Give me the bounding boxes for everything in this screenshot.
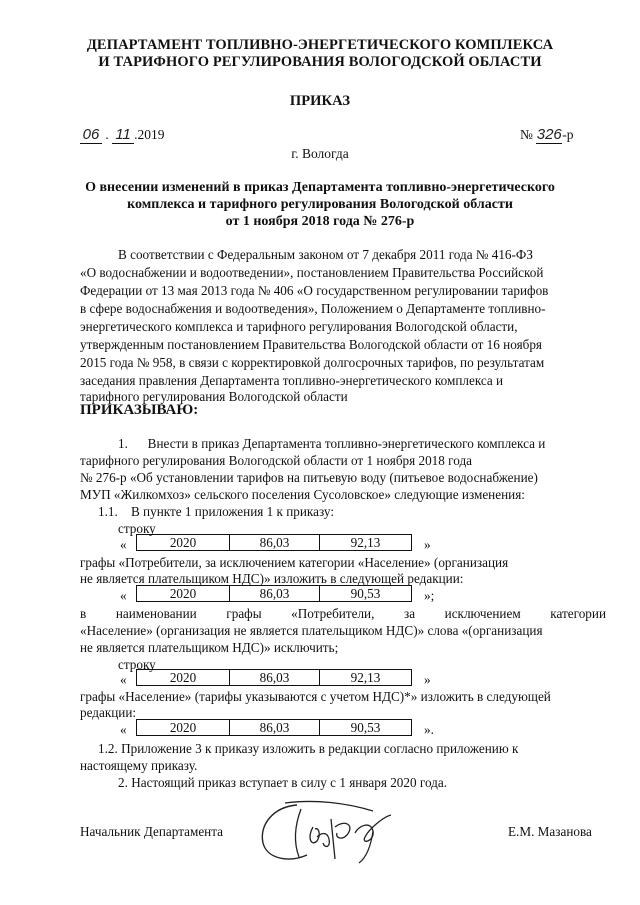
item12-line1: 1.2. Приложение 3 к приказу изложить в редакции согласно приложению к [98,741,519,756]
preamble-line1: В соответствии с Федеральным законом от 7 декабря 2011 года № 416-ФЗ [118,247,533,262]
table-row [137,535,412,551]
quote-open: « [120,537,127,552]
table-cell-year: 2020 [137,720,230,736]
number-prefix: № [520,127,533,142]
preamble-line9: тарифного регулирования Вологодской области [80,389,348,404]
table-cell-year: 2020 [137,535,230,551]
quote-close: »; [424,588,435,603]
quote-open: « [120,722,127,737]
title-line1: О внесении изменений в приказ Департамента топливно-энергетического [85,180,555,195]
order-date: 06 . 11 .2019 [80,126,165,144]
table-cell-year: 2020 [137,670,230,686]
item12-line2: настоящему приказу. [80,758,198,773]
preamble-line6: утвержденным постановлением Правительства Вологодской области от 16 ноября [80,337,542,352]
table-cell-value1: 86,03 [230,535,320,551]
preamble-line4: в сфере водоснабжения и водоотведения», Положением о Департаменте топливно- [80,301,546,316]
item11-line1: 1.1. В пункте 1 приложения 1 к приказу: [98,504,335,519]
date-month: 11 [112,126,134,144]
item1-line3: № 276-р «Об установлении тарифов на питьевую воду (питьевое водоснабжение) [80,470,538,485]
city: г. Вологда [291,146,349,161]
preamble-line5: энергетического комплекса и тарифного регулирования Вологодской области, [80,319,518,334]
table-cell-value2: 92,13 [320,670,412,686]
title-line2: комплекса и тарифного регулирования Вологодской области [127,197,513,212]
stroku-label-2: строку [118,657,156,672]
tariff-table-3 [136,669,412,686]
number-value: 326 [536,126,562,143]
tariff-table-2 [136,585,412,602]
quote-open: « [120,588,127,603]
stroku-label-1: строку [118,521,156,536]
naim-line2: «Население» (организация не является плательщиком НДС)» слова «(организация [80,623,543,638]
table-cell-value1: 86,03 [230,720,320,736]
graph1-line1: графы «Потребители, за исключением категории «Население» (организация [80,555,509,570]
title-line3: от 1 ноября 2018 года № 276-р [225,214,415,229]
naim-line1: в наименовании графы «Потребители, за исключением категории [80,606,606,621]
table-cell-value2: 90,53 [320,720,412,736]
graph2-line1: графы «Население» (тарифы указываются с учетом НДС)*» изложить в следующей [80,689,551,704]
table-cell-value2: 92,13 [320,535,412,551]
item1-line1: 1. Внести в приказ Департамента топливно-энергетического комплекса и [118,436,546,451]
handwritten-signature [255,797,405,869]
table-cell-value2: 90,53 [320,586,412,602]
preamble-line3: Федерации от 13 мая 2013 года № 406 «О государственном регулировании тарифов [80,283,549,298]
table-cell-value1: 86,03 [230,670,320,686]
order-word: ПРИКАЗЫВАЮ: [80,402,199,418]
org-name-line2: И ТАРИФНОГО РЕГУЛИРОВАНИЯ ВОЛОГОДСКОЙ ОБЛАСТИ [98,54,542,70]
tariff-table-4 [136,719,412,736]
quote-close: » [424,537,431,552]
table-cell-value1: 86,03 [230,586,320,602]
preamble-line7: 2015 года № 958, в связи с корректировкой долгосрочных тарифов, по результатам [80,355,545,370]
quote-open: « [120,672,127,687]
signatory-name: Е.М. Мазанова [508,824,592,839]
date-day: 06 [80,126,102,144]
order-number [520,126,574,144]
naim-line3: не является плательщиком НДС)» исключить; [80,640,339,655]
quote-close: » [424,672,431,687]
graph1-line2: не является плательщиком НДС)» изложить в следующей редакции: [80,571,464,586]
quote-close: ». [424,722,434,737]
table-cell-year: 2020 [137,586,230,602]
graph2-line2: редакции: [80,705,137,720]
signatory-position: Начальник Департамента [80,824,224,839]
doc-type: ПРИКАЗ [289,93,351,109]
preamble-line2: «О водоснабжении и водоотведении», постановлением Правительства Российской [80,265,544,280]
number-suffix: -р [562,127,574,142]
table-row [137,586,412,602]
date-year: .2019 [134,127,165,142]
table-row [137,670,412,686]
item1-line2: тарифного регулирования Вологодской области от 1 ноября 2018 года [80,453,473,468]
preamble-line8: заседания правления Департамента топливно-энергетического комплекса и [80,373,504,388]
item1-line4: МУП «Жилкомхоз» сельского поселения Сусоловское» следующие изменения: [80,487,525,502]
item2: 2. Настоящий приказ вступает в силу с 1 января 2020 года. [118,775,448,790]
tariff-table-1 [136,534,412,551]
org-name-line1: ДЕПАРТАМЕНТ ТОПЛИВНО-ЭНЕРГЕТИЧЕСКОГО КОМПЛЕКСА [86,37,554,53]
table-row [137,720,412,736]
